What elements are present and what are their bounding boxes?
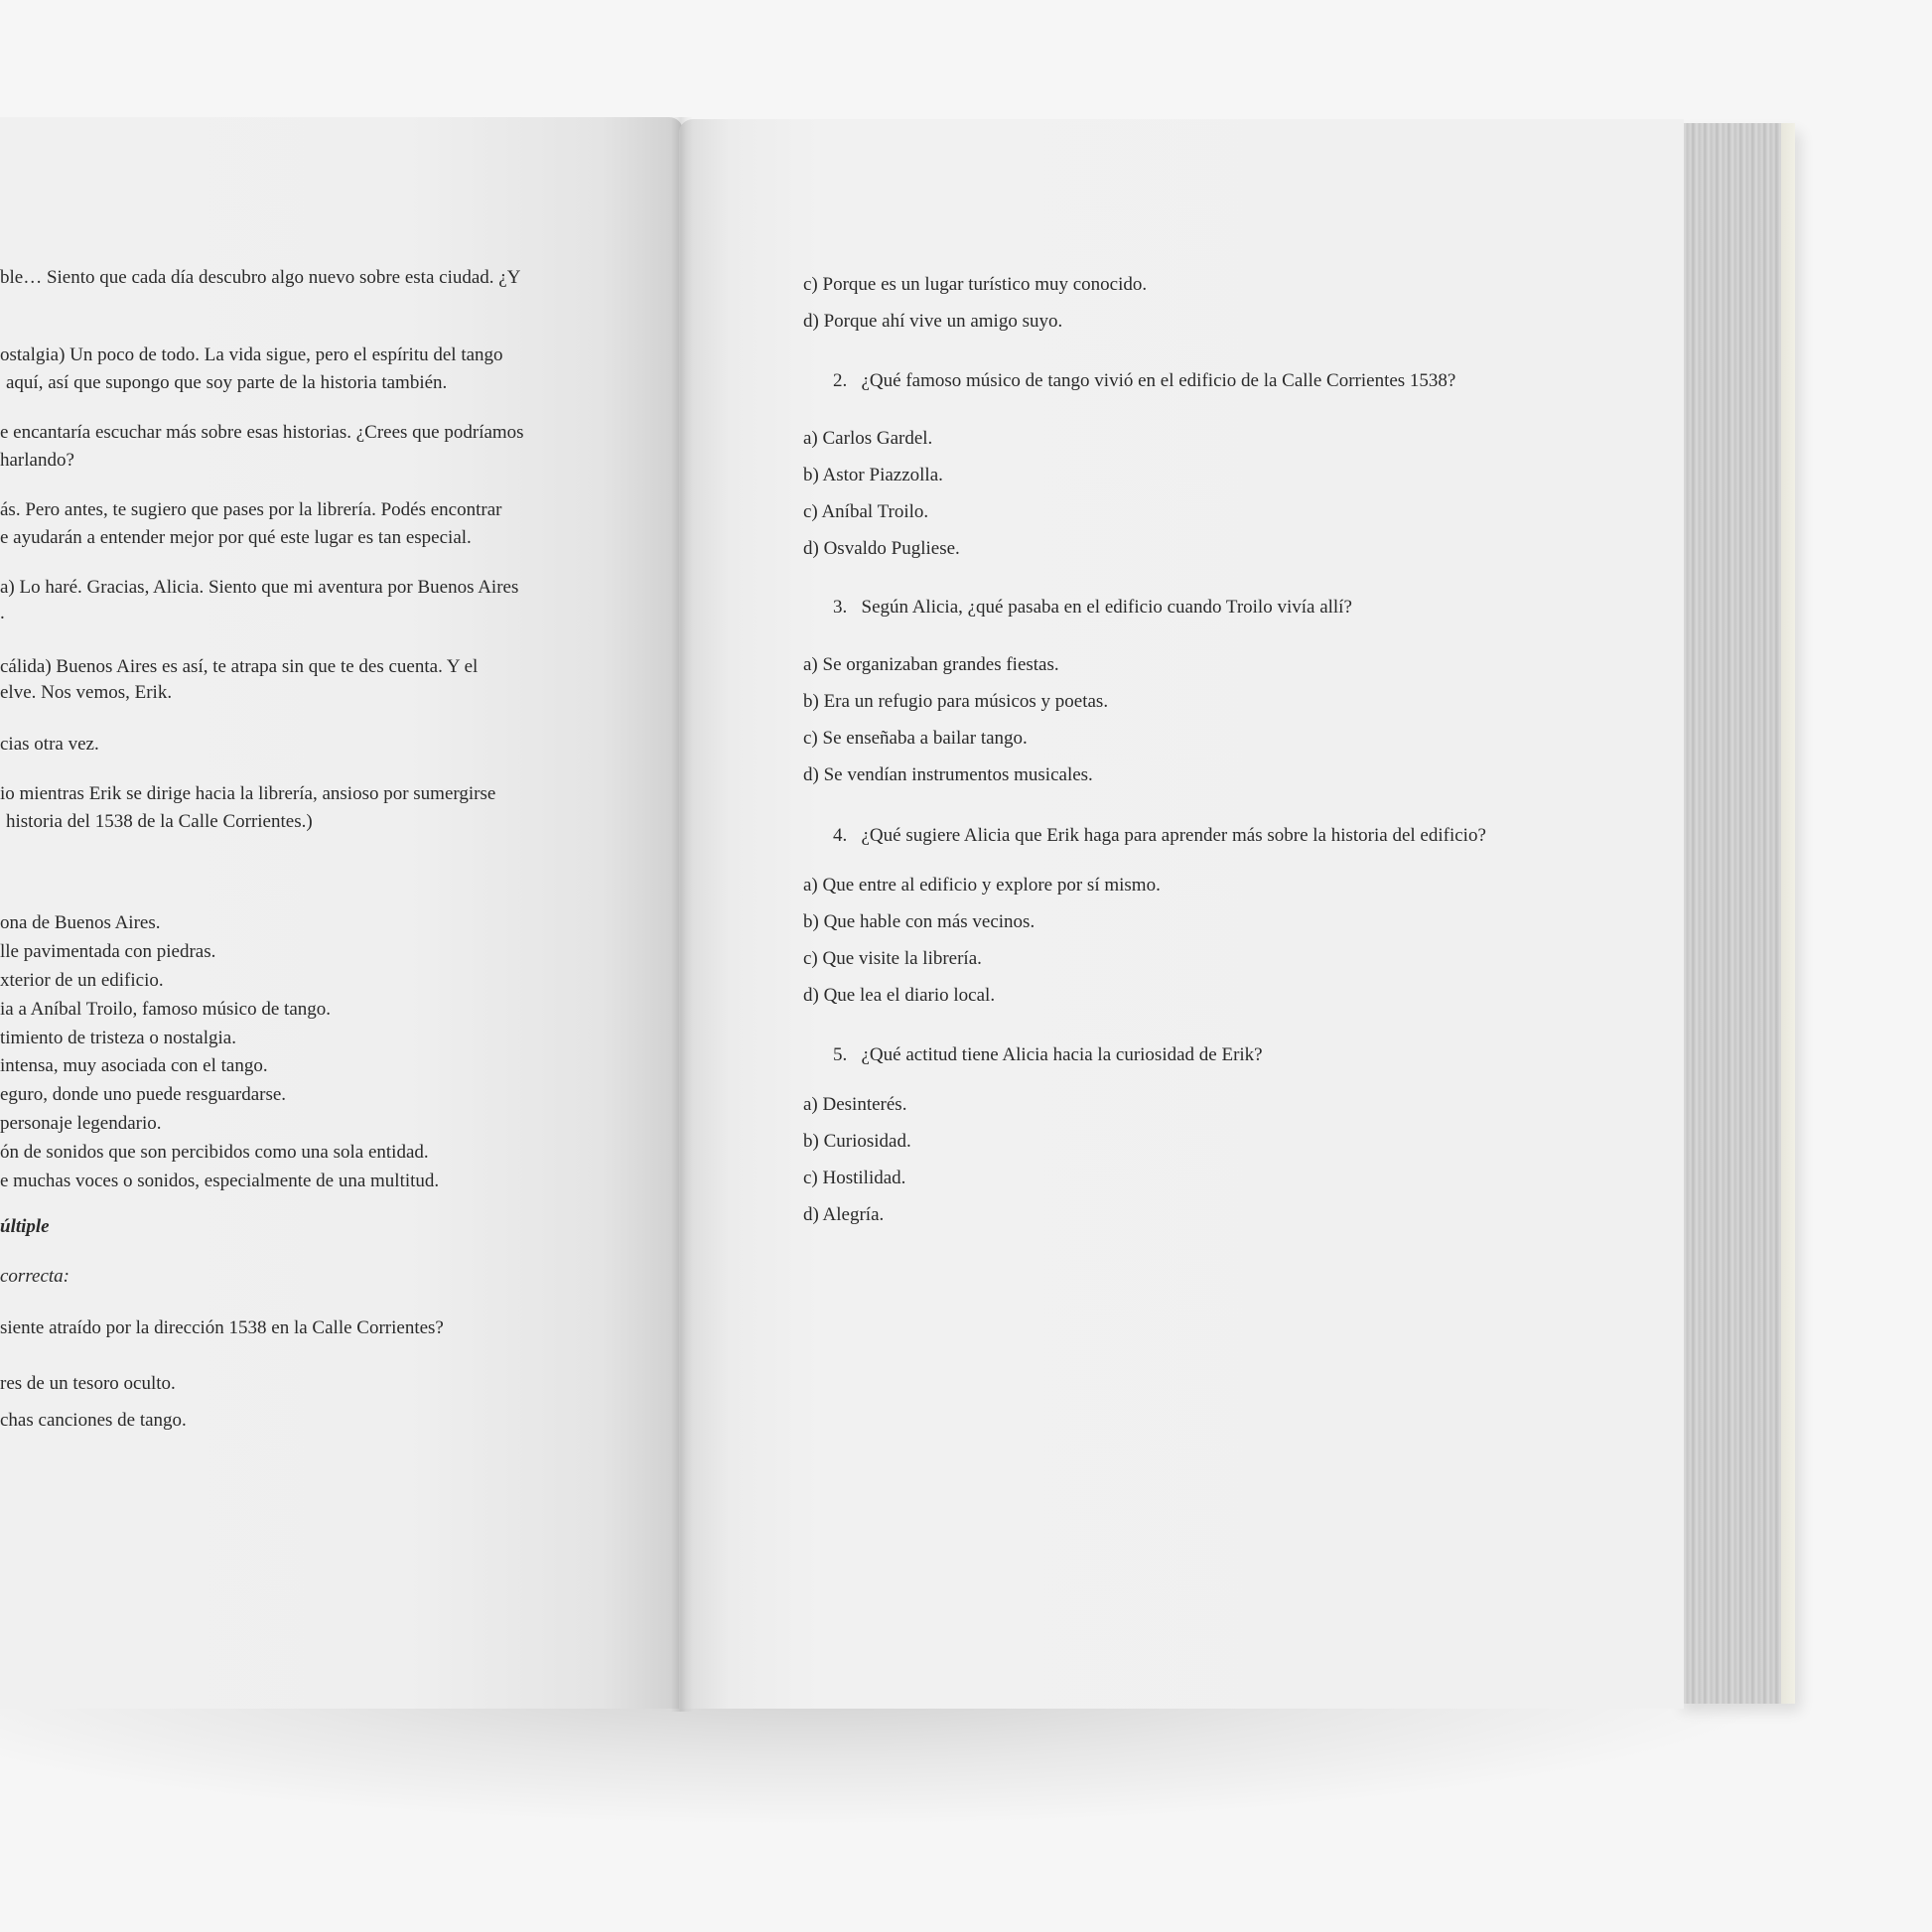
question-text: siente atraído por la dirección 1538 en la Calle Corrientes? (0, 1317, 444, 1338)
option-text: a) Desinterés. (803, 1094, 907, 1115)
section-heading: últiple (0, 1216, 50, 1237)
option-text: b) Que hable con más vecinos. (803, 911, 1035, 932)
option-text: chas canciones de tango. (0, 1410, 187, 1431)
left-line: e encantaría escuchar más sobre esas historias. ¿Crees que podríamos (0, 422, 524, 443)
option-text: d) Que lea el diario local. (803, 985, 996, 1006)
question-2: 2. ¿Qué famoso músico de tango vivió en el edificio de la Calle Corrientes 1538? (833, 370, 1456, 391)
glossary-line: personaje legendario. (0, 1113, 162, 1134)
glossary-line: xterior de un edificio. (0, 970, 164, 991)
option-text: c) Aníbal Troilo. (803, 501, 929, 522)
left-line: e ayudarán a entender mejor por qué este lugar es tan especial. (0, 527, 472, 548)
option-text: b) Curiosidad. (803, 1131, 911, 1152)
option-text: c) Hostilidad. (803, 1168, 906, 1188)
option-text: b) Era un refugio para músicos y poetas. (803, 691, 1109, 712)
left-page (0, 117, 683, 1709)
left-line: ás. Pero antes, te sugiero que pases por la librería. Podés encontrar (0, 499, 502, 520)
glossary-line: ona de Buenos Aires. (0, 912, 161, 933)
option-text: c) Que visite la librería. (803, 948, 982, 969)
glossary-line: eguro, donde uno puede resguardarse. (0, 1084, 287, 1105)
left-line: cias otra vez. (0, 734, 99, 755)
instruction-text: correcta: (0, 1266, 69, 1287)
option-text: c) Porque es un lugar turístico muy conocido. (803, 274, 1148, 295)
option-text: d) Osvaldo Pugliese. (803, 538, 960, 559)
option-text: a) Se organizaban grandes fiestas. (803, 654, 1059, 675)
left-line: aquí, así que supongo que soy parte de la historia también. (6, 372, 448, 393)
option-text: d) Porque ahí vive un amigo suyo. (803, 311, 1063, 332)
question-5: 5. ¿Qué actitud tiene Alicia hacia la curiosidad de Erik? (833, 1044, 1263, 1065)
option-text: b) Astor Piazzolla. (803, 465, 943, 485)
glossary-line: ón de sonidos que son percibidos como una sola entidad. (0, 1142, 429, 1163)
glossary-line: lle pavimentada con piedras. (0, 941, 216, 962)
left-line: io mientras Erik se dirige hacia la librería, ansioso por sumergirse (0, 783, 496, 804)
left-line: cálida) Buenos Aires es así, te atrapa sin que te des cuenta. Y el (0, 656, 479, 677)
glossary-line: ia a Aníbal Troilo, famoso músico de tango. (0, 999, 332, 1020)
left-line: elve. Nos vemos, Erik. (0, 682, 173, 703)
left-line: historia del 1538 de la Calle Corrientes.) (6, 811, 313, 832)
option-text: a) Que entre al edificio y explore por sí mismo. (803, 875, 1161, 896)
left-line: . (0, 603, 5, 623)
glossary-line: intensa, muy asociada con el tango. (0, 1055, 268, 1076)
left-line: ble… Siento que cada día descubro algo nuevo sobre esta ciudad. ¿Y (0, 267, 521, 288)
question-4: 4. ¿Qué sugiere Alicia que Erik haga para aprender más sobre la historia del edificio? (833, 825, 1486, 846)
glossary-line: e muchas voces o sonidos, especialmente de una multitud. (0, 1171, 440, 1191)
option-text: res de un tesoro oculto. (0, 1373, 176, 1394)
option-text: c) Se enseñaba a bailar tango. (803, 728, 1028, 749)
glossary-line: timiento de tristeza o nostalgia. (0, 1028, 236, 1048)
option-text: d) Se vendían instrumentos musicales. (803, 764, 1093, 785)
option-text: a) Carlos Gardel. (803, 428, 933, 449)
left-line: harlando? (0, 450, 74, 471)
left-line: a) Lo haré. Gracias, Alicia. Siento que mi aventura por Buenos Aires (0, 577, 519, 598)
right-page (679, 119, 1684, 1709)
option-text: d) Alegría. (803, 1204, 885, 1225)
question-3: 3. Según Alicia, ¿qué pasaba en el edificio cuando Troilo vivía allí? (833, 597, 1352, 618)
page-stack-edges (1676, 123, 1795, 1704)
book-gutter (671, 117, 693, 1712)
left-line: ostalgia) Un poco de todo. La vida sigue, pero el espíritu del tango (0, 345, 503, 365)
